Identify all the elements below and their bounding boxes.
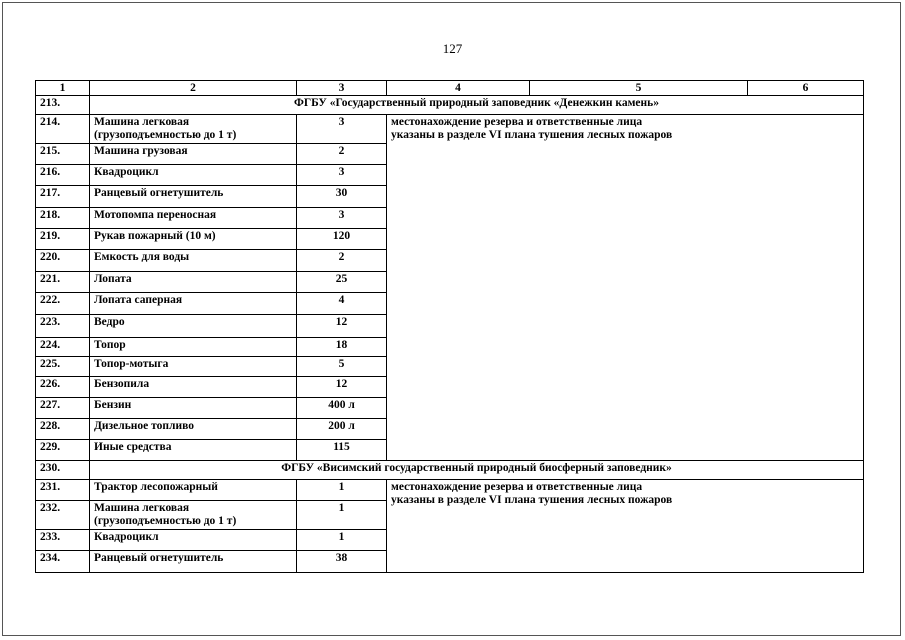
row-number: 214. <box>36 115 90 144</box>
item-name <box>90 208 297 229</box>
row-number: 231. <box>36 480 90 501</box>
item-name-line: Мотопомпа переносная <box>94 209 217 221</box>
item-name-line: Лопата саперная <box>94 294 183 306</box>
item-quantity: 400 л <box>297 398 387 419</box>
row-number: 228. <box>36 419 90 440</box>
item-quantity: 38 <box>297 551 387 573</box>
row-number: 229. <box>36 440 90 461</box>
item-name <box>90 480 297 501</box>
item-name <box>90 186 297 208</box>
column-header: 4 <box>387 81 530 96</box>
item-name-line: Емкость для воды <box>94 251 190 263</box>
item-name-line: Квадроцикл <box>94 531 159 543</box>
item-name-line: (грузоподъемностью до 1 т) <box>94 515 237 527</box>
item-name <box>90 115 297 144</box>
item-name <box>90 272 297 293</box>
column-header: 5 <box>530 81 748 96</box>
item-name-line: Машина легковая <box>94 116 190 128</box>
item-name <box>90 250 297 272</box>
item-quantity: 120 <box>297 229 387 250</box>
column-header: 6 <box>748 81 864 96</box>
row-number: 226. <box>36 377 90 398</box>
item-name-line: Бензин <box>94 399 132 411</box>
item-quantity: 1 <box>297 530 387 551</box>
item-name-line: Дизельное топливо <box>94 420 194 432</box>
item-name-line: Рукав пожарный (10 м) <box>94 230 216 242</box>
row-number: 220. <box>36 250 90 272</box>
row-number: 217. <box>36 186 90 208</box>
item-quantity: 2 <box>297 250 387 272</box>
item-name-line: Машина легковая <box>94 502 190 514</box>
item-quantity: 18 <box>297 338 387 357</box>
row-number: 232. <box>36 501 90 530</box>
location-note-line: местонахождение резерва и ответственные лица <box>391 116 643 128</box>
section-header-row <box>36 461 864 480</box>
table-row <box>36 115 864 144</box>
row-number: 222. <box>36 293 90 315</box>
item-quantity: 12 <box>297 377 387 398</box>
item-name <box>90 440 297 461</box>
location-note <box>387 115 864 461</box>
location-note-line: указаны в разделе VI плана тушения лесных пожаров <box>391 494 673 506</box>
row-number: 225. <box>36 357 90 377</box>
row-number: 224. <box>36 338 90 357</box>
item-name <box>90 530 297 551</box>
item-quantity: 25 <box>297 272 387 293</box>
item-name <box>90 293 297 315</box>
item-name-line: Квадроцикл <box>94 166 159 178</box>
item-quantity: 200 л <box>297 419 387 440</box>
item-name-line: Машина грузовая <box>94 145 188 157</box>
item-name-line: Топор-мотыга <box>94 358 169 370</box>
location-note-line: местонахождение резерва и ответственные лица <box>391 481 643 493</box>
column-header: 3 <box>297 81 387 96</box>
item-quantity: 12 <box>297 315 387 338</box>
item-quantity: 1 <box>297 501 387 530</box>
item-name-line: Иные средства <box>94 441 172 453</box>
row-number: 234. <box>36 551 90 573</box>
item-name <box>90 357 297 377</box>
item-name-line: Бензопила <box>94 378 150 390</box>
item-quantity: 3 <box>297 165 387 186</box>
section-number: 230. <box>36 461 90 480</box>
page-number: 127 <box>442 41 463 56</box>
item-name-line: Ведро <box>94 316 125 328</box>
item-name <box>90 398 297 419</box>
item-quantity: 1 <box>297 480 387 501</box>
item-quantity: 3 <box>297 115 387 144</box>
table-body <box>36 81 864 573</box>
item-name <box>90 165 297 186</box>
table-row <box>36 480 864 501</box>
location-note <box>387 480 864 573</box>
section-title: ФГБУ «Государственный природный заповедник «Денежкин камень» <box>90 96 864 115</box>
row-number: 227. <box>36 398 90 419</box>
item-quantity: 5 <box>297 357 387 377</box>
section-header-row <box>36 96 864 115</box>
item-quantity: 115 <box>297 440 387 461</box>
item-name-line: Ранцевый огнетушитель <box>94 552 224 564</box>
item-name <box>90 144 297 165</box>
row-number: 216. <box>36 165 90 186</box>
row-number: 218. <box>36 208 90 229</box>
resource-table <box>35 80 864 573</box>
item-name-line: Ранцевый огнетушитель <box>94 187 224 199</box>
item-name-line: Лопата <box>94 273 132 285</box>
row-number: 219. <box>36 229 90 250</box>
item-quantity: 3 <box>297 208 387 229</box>
location-note-line: указаны в разделе VI плана тушения лесных пожаров <box>391 129 673 141</box>
item-name <box>90 229 297 250</box>
item-name <box>90 377 297 398</box>
column-header: 2 <box>90 81 297 96</box>
item-name <box>90 501 297 530</box>
item-quantity: 4 <box>297 293 387 315</box>
row-number: 221. <box>36 272 90 293</box>
row-number: 215. <box>36 144 90 165</box>
item-name <box>90 419 297 440</box>
item-name-line: Топор <box>94 339 126 351</box>
item-name-line: Трактор лесопожарный <box>94 481 218 493</box>
row-number: 233. <box>36 530 90 551</box>
column-header-row <box>36 81 864 96</box>
item-name <box>90 315 297 338</box>
column-header: 1 <box>36 81 90 96</box>
item-quantity: 2 <box>297 144 387 165</box>
item-quantity: 30 <box>297 186 387 208</box>
row-number: 223. <box>36 315 90 338</box>
section-number: 213. <box>36 96 90 115</box>
section-title: ФГБУ «Висимский государственный природный биосферный заповедник» <box>90 461 864 480</box>
item-name-line: (грузоподъемностью до 1 т) <box>94 129 237 141</box>
item-name <box>90 338 297 357</box>
item-name <box>90 551 297 573</box>
